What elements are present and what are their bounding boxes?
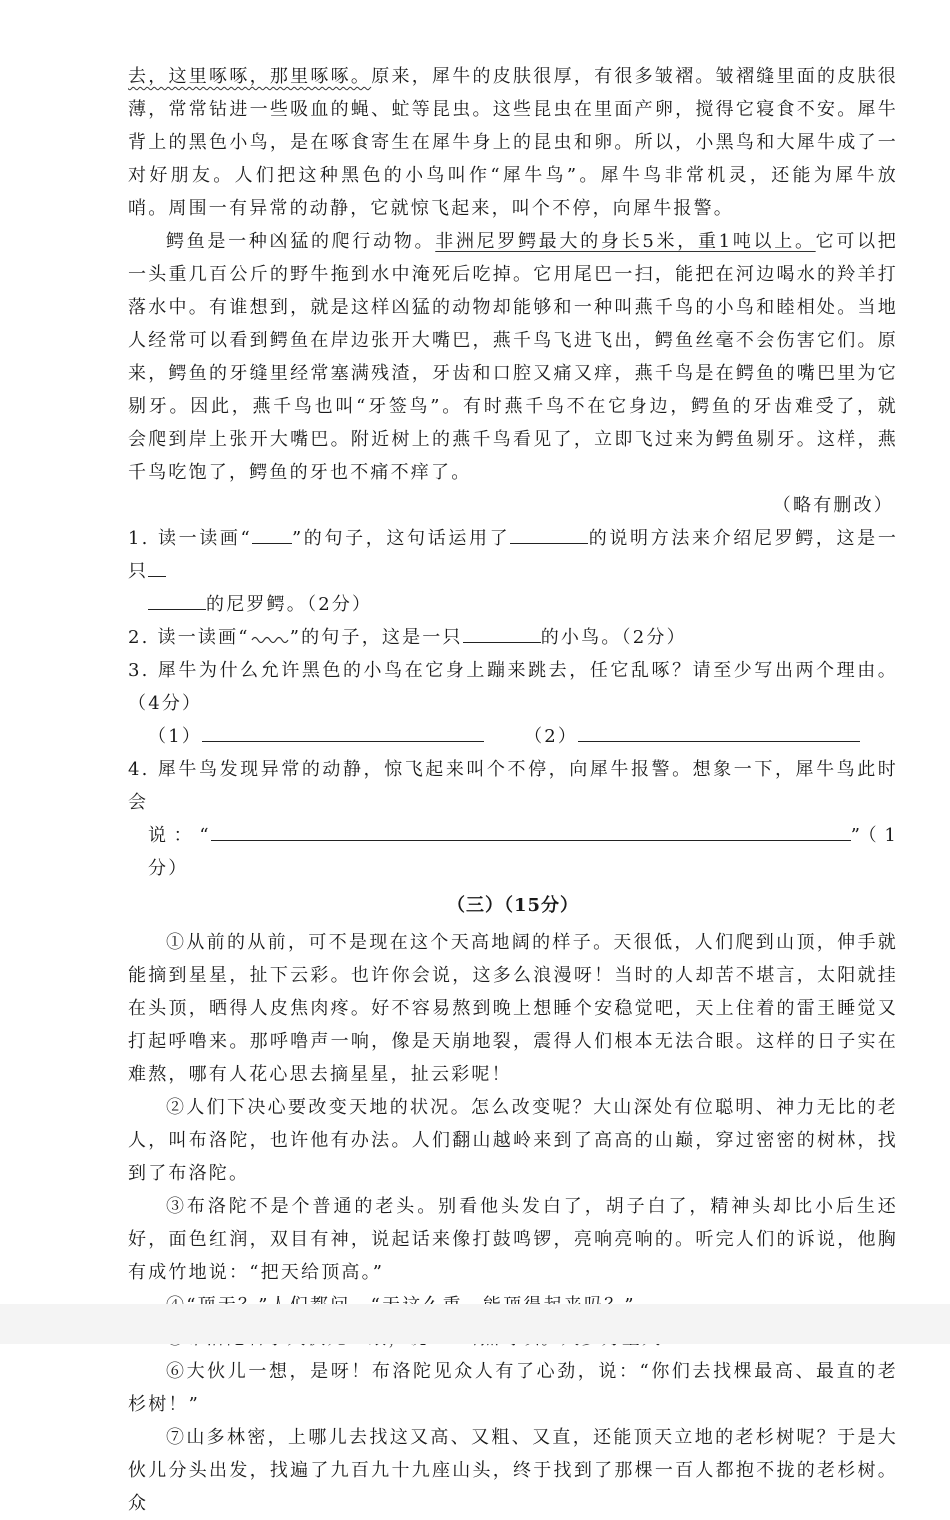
wavy-underlined-sentence: 去，这里啄啄，那里啄啄。 [128, 66, 372, 87]
answer-blank[interactable] [148, 589, 206, 610]
paragraph-text: 鳄鱼是一种凶猛的爬行动物。 [166, 231, 436, 252]
question-1 [128, 522, 898, 588]
question-text: 说：“ [148, 825, 211, 846]
story-paragraph: ⑥大伙儿一想，是呀！布洛陀见众人有了心劲，说：“你们去找棵最高、最直的老杉树！” [128, 1361, 898, 1415]
answer-blank[interactable] [510, 523, 588, 544]
paragraph-text: 原来，犀牛的皮肤很厚，有很多皱褶。皱褶缝里面的皮肤很薄，常常钻进一些吸血的蝇、虻等昆虫。这些昆虫在里面产卵，搅得它寝食不安。犀牛背上的黑色小鸟，是在啄食寄生在犀牛身上的昆虫和卵。所以，小黑鸟和大犀牛成了一对好朋友。人们把这种黑色的小鸟叫作“犀牛鸟”。犀牛鸟非常机灵，还能为犀牛放哨。周围一有异常的动静，它就惊飞起来，叫个不停，向犀牛报警。 [128, 66, 898, 219]
answer-blank[interactable] [202, 721, 484, 742]
underlined-sentence: 非洲尼罗鳄最大的身长5米，重1吨以上。 [435, 231, 816, 252]
question-3: 3. 犀牛为什么允许黑色的小鸟在它身上蹦来跳去，任它乱啄？请至少写出两个理由。（4分） [128, 660, 898, 714]
edit-note: （略有删改） [772, 495, 894, 516]
question-text: 的说明方法来介绍尼罗鳄，这是一只 [128, 528, 899, 582]
answer-label: （1） [148, 726, 203, 747]
section-heading: （三）（15分） [446, 895, 580, 916]
question-text: 的尼罗鳄。（2分） [206, 594, 373, 615]
story-paragraph: ⑦山多林密，上哪儿去找这又高、又粗、又直，还能顶天立地的老杉树呢？于是大伙儿分头出发，找遍了九百九十九座山头，终于找到了那棵一百人都抱不拢的老杉树。众 [128, 1427, 898, 1514]
question-text: 的小鸟。（2分） [540, 627, 687, 648]
question-text: 1. 读一读画“ [128, 528, 252, 549]
answer-blank[interactable] [463, 622, 541, 643]
story-paragraph: ①从前的从前，可不是现在这个天高地阔的样子。天很低，人们爬到山顶，伸手就能摘到星星，扯下云彩。也许你会说，这多么浪漫呀！当时的人却苦不堪言，太阳就挂在头顶，晒得人皮焦肉疼。好不容易熬到晚上想睡个安稳觉吧，天上住着的雷王睡觉又打起呼噜来。那呼噜声一响，像是天崩地裂，震得人们根本无法合眼。这样的日子实在难熬，哪有人花心思去摘星星，扯云彩呢！ [128, 932, 898, 1085]
answer-blank[interactable] [578, 721, 860, 742]
story-paragraph: ②人们下决心要改变天地的状况。怎么改变呢？大山深处有位聪明、神力无比的老人，叫布洛陀，也许他有办法。人们翻山越岭来到了高高的山巅，穿过密密的树林，找到了布洛陀。 [128, 1097, 898, 1184]
passage-paragraph [128, 60, 898, 225]
question-text: ”的句子，这句话运用了 [291, 528, 511, 549]
passage-paragraph [128, 225, 898, 489]
question-2 [128, 621, 898, 654]
paragraph-text: 它可以把一头重几百公斤的野牛拖到水中淹死后吃掉。它用尾巴一扫，能把在河边喝水的羚羊打落水中。有谁想到，就是这样凶猛的动物却能够和一种叫燕千鸟的小鸟和睦相处。当地人经常可以看到鳄鱼在岸边张开大嘴巴，燕千鸟飞进飞出，鳄鱼丝毫不会伤害它们。原来，鳄鱼的牙缝里经常塞满残渣，牙齿和口腔又痛又痒，燕千鸟是在鳄鱼的嘴巴里为它剔牙。因此，燕千鸟也叫“牙签鸟”。有时燕千鸟不在它身边，鳄鱼的牙齿难受了，就会爬到岸上张开大嘴巴。附近树上的燕千鸟看见了，立即飞过来为鳄鱼剔牙。这样，燕千鸟吃饱了，鳄鱼的牙也不痛不痒了。 [128, 231, 898, 483]
page-bottom-margin [0, 1304, 950, 1344]
answer-1 [148, 720, 484, 753]
wavy-line-icon [250, 632, 290, 644]
answer-blank[interactable] [211, 820, 851, 841]
question-text: ”（1分） [148, 825, 898, 879]
question-text: 2. 读一读画“ [128, 627, 250, 648]
question-4: 4. 犀牛鸟发现异常的动静，惊飞起来叫个不停，向犀牛报警。想象一下，犀牛鸟此时会 [128, 759, 898, 813]
answer-label: （2） [524, 726, 579, 747]
question-4-continued [128, 819, 898, 885]
answer-blank[interactable] [148, 556, 166, 577]
question-text: ”的句子，这是一只 [289, 627, 463, 648]
question-1-continued [128, 588, 898, 621]
answer-2 [524, 720, 860, 753]
question-3-answers [128, 720, 898, 753]
story-paragraph: ③布洛陀不是个普通的老头。别看他头发白了，胡子白了，精神头却比小后生还好，面色红润，双目有神，说起话来像打鼓鸣锣，亮响亮响的。听完人们的诉说，他胸有成竹地说：“把天给顶高。” [128, 1196, 898, 1283]
underline-mark [252, 523, 292, 544]
